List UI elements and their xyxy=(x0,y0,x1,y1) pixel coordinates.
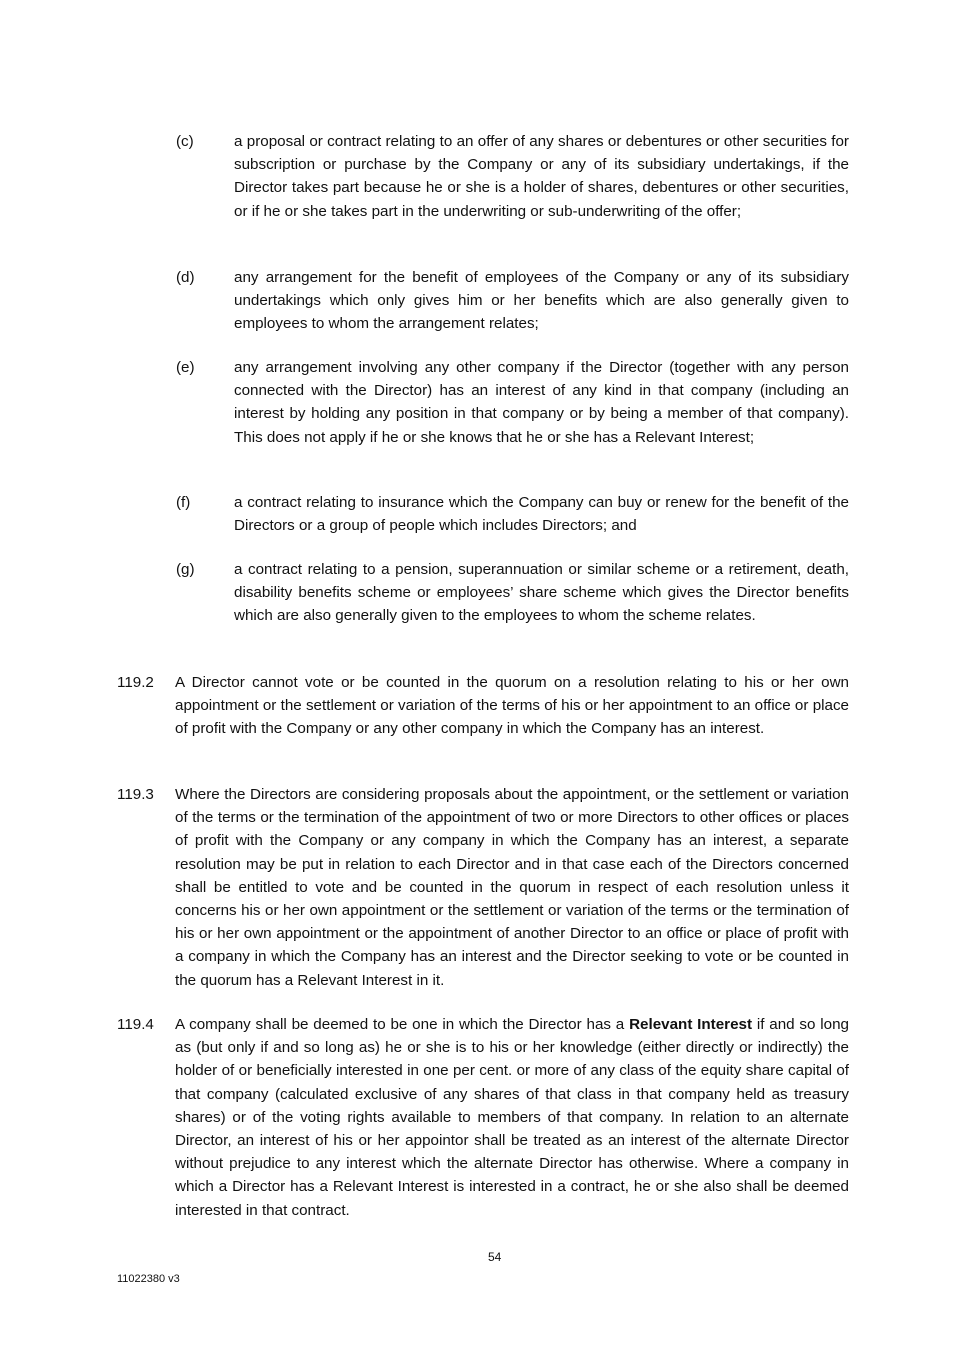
subclause-text: any arrangement for the benefit of employees of the Company or any of its subsidiary undertakings which only gives him or her benefits which are also generally given to employees to whom the arrangement relates; xyxy=(234,269,849,333)
clause-text xyxy=(175,1013,849,1222)
subclause-label: (d) xyxy=(176,269,195,286)
page-number: 54 xyxy=(488,1250,502,1264)
clause-text-after: if and so long as (but only if and so long as) he or she is to his or her knowledge (either directly or indirectly) the holder of or beneficially interested in one per cent. or more of any class of the equity share capital of that company (calculated exclusive of any shares of that class in that company held as treasury shares) or of the voting rights available to members of that company. In relation to an alternate Director, an interest of his or her appointor shall be treated as an interest of the alternate Director without prejudice to any interest which the alternate Director has otherwise. Where a company in which a Director has a Relevant Interest is interested in a contract, he or she also shall be deemed interested in that contract. xyxy=(175,1016,849,1219)
clause-text: A Director cannot vote or be counted in the quorum on a resolution relating to his or her own appointment or the settlement or variation of the terms of his or her appointment to an office or place of profit with the Company or any other company in which the Company has an interest. xyxy=(175,674,849,738)
document-reference: 11022380 v3 xyxy=(117,1273,180,1285)
clause-number: 119.4 xyxy=(117,1016,154,1033)
clause-text-before: A company shall be deemed to be one in which the Director has a xyxy=(175,1016,630,1033)
subclause-label: (g) xyxy=(176,561,195,578)
clause-text: Where the Directors are considering proposals about the appointment, or the settlement or variation of the terms or the termination of the appointment of two or more Directors to other offices or places of profit with the Company or any company in which the Company has an interest, a separate resolution may be put in relation to each Director and in that case each of the Directors concerned shall be entitled to vote and be counted in the quorum in respect of each resolution unless it concerns his or her own appointment or the settlement or variation of the terms or the termination of his or her own appointment or the appointment of another Director to an office or place of profit with a company in which the Company has an interest and the Director seeking to vote or be counted in the quorum has a Relevant Interest in it. xyxy=(175,786,849,989)
clause-number: 119.3 xyxy=(117,786,154,803)
subclause-label: (e) xyxy=(176,359,195,376)
subclause-text: any arrangement involving any other company if the Director (together with any person connected with the Director) has an interest of any kind in that company (including an interest by holding any position in that company or by being a member of that company). This does not apply if he or she knows that he or she has a Relevant Interest; xyxy=(234,359,849,446)
defined-term: Relevant Interest xyxy=(629,1016,753,1033)
subclause-text: a contract relating to insurance which the Company can buy or renew for the benefit of the Directors or a group of people which includes Directors; and xyxy=(234,494,849,535)
clause-number: 119.2 xyxy=(117,674,154,691)
subclause-label: (c) xyxy=(176,133,194,150)
subclause-text: a contract relating to a pension, superannuation or similar scheme or a retirement, death, disability benefits scheme or employees’ share scheme which gives the Director benefits which are also generally given to the employees to whom the scheme relates. xyxy=(234,561,849,625)
subclause-label: (f) xyxy=(176,494,191,511)
subclause-text: a proposal or contract relating to an offer of any shares or debentures or other securities for subscription or purchase by the Company or any of its subsidiary undertakings, if the Director takes part because he or she is a holder of shares, debentures or other securities, or if he or she takes part in the underwriting or sub-underwriting of the offer; xyxy=(234,133,849,220)
